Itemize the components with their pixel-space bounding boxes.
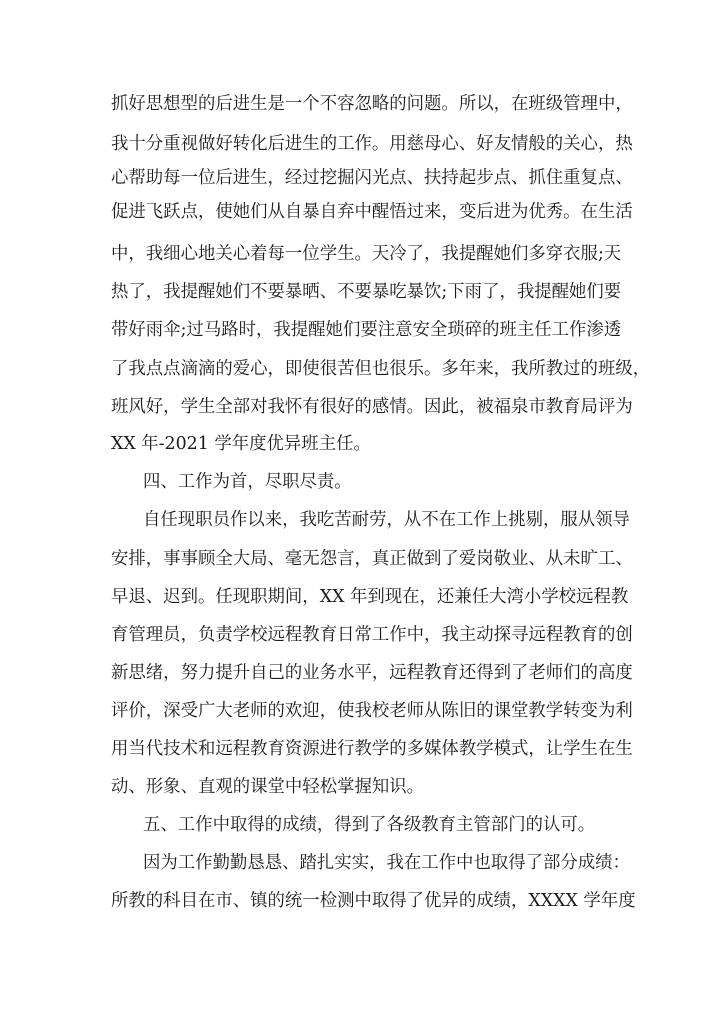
text-line: 评价，深受广大老师的欢迎，使我校老师从陈旧的课堂教学转变为利 — [111, 701, 633, 721]
text-line: 用当代技术和远程教育资源进行教学的多媒体教学模式，让学生在生 — [111, 739, 633, 759]
text-line: 育管理员，负责学校远程教育日常工作中，我主动探寻远程教育的创 — [111, 625, 633, 645]
text-line: 热了，我提醒她们不要暴晒、不要暴吃暴饮;下雨了，我提醒她们要 — [111, 282, 622, 302]
text-line: 了我点点滴滴的爱心，即使很苦但也很乐。多年来，我所教过的班级， — [111, 359, 651, 379]
text-line: 自任现职员作以来，我吃苦耐劳，从不在工作上挑剔，服从领导 — [143, 510, 630, 530]
text-line: 中，我细心地关心着每一位学生。天冷了，我提醒她们多穿衣服;天 — [111, 244, 622, 264]
text-line: 班风好，学生全部对我怀有很好的感情。因此，被福泉市教育局评为 — [111, 397, 633, 417]
section-heading: 四、工作为首，尽职尽责。 — [143, 472, 352, 492]
text-line: 新思绪，努力提升自己的业务水平，远程教育还得到了老师们的高度 — [111, 663, 633, 683]
text-line: 我十分重视做好转化后进生的工作。用慈母心、好友情般的关心，热 — [111, 134, 633, 154]
text-line: 动、形象、直观的课堂中轻松掌握知识。 — [111, 777, 425, 797]
text-line: 抓好思想型的后进生是一个不容忽略的问题。所以，在班级管理中， — [111, 94, 633, 114]
text-line: 心帮助每一位后进生，经过挖掘闪光点、扶持起步点、抓住重复点、 — [111, 168, 633, 188]
section-heading: 五、工作中取得的成绩，得到了各级教育主管部门的认可。 — [143, 815, 596, 835]
text-line: XX 年-2021 学年度优异班主任。 — [111, 434, 371, 454]
text-line: 早退、迟到。任现职期间，XX 年到现在，还兼任大湾小学校远程教 — [111, 587, 629, 607]
text-line: 带好雨伞;过马路时，我提醒她们要注意安全琐碎的班主任工作渗透 — [111, 320, 622, 340]
text-line: 所教的科目在市、镇的统一检测中取得了优异的成绩，XXXX 学年度 — [111, 891, 636, 911]
text-line: 安排，事事顾全大局、毫无怨言，真正做到了爱岗敬业、从未旷工、 — [111, 549, 633, 569]
text-line: 因为工作勤勤恳恳、踏扎实实，我在工作中也取得了部分成绩： — [143, 853, 630, 873]
text-line: 促进飞跃点，使她们从自暴自弃中醒悟过来，变后进为优秀。在生活 — [111, 202, 633, 222]
